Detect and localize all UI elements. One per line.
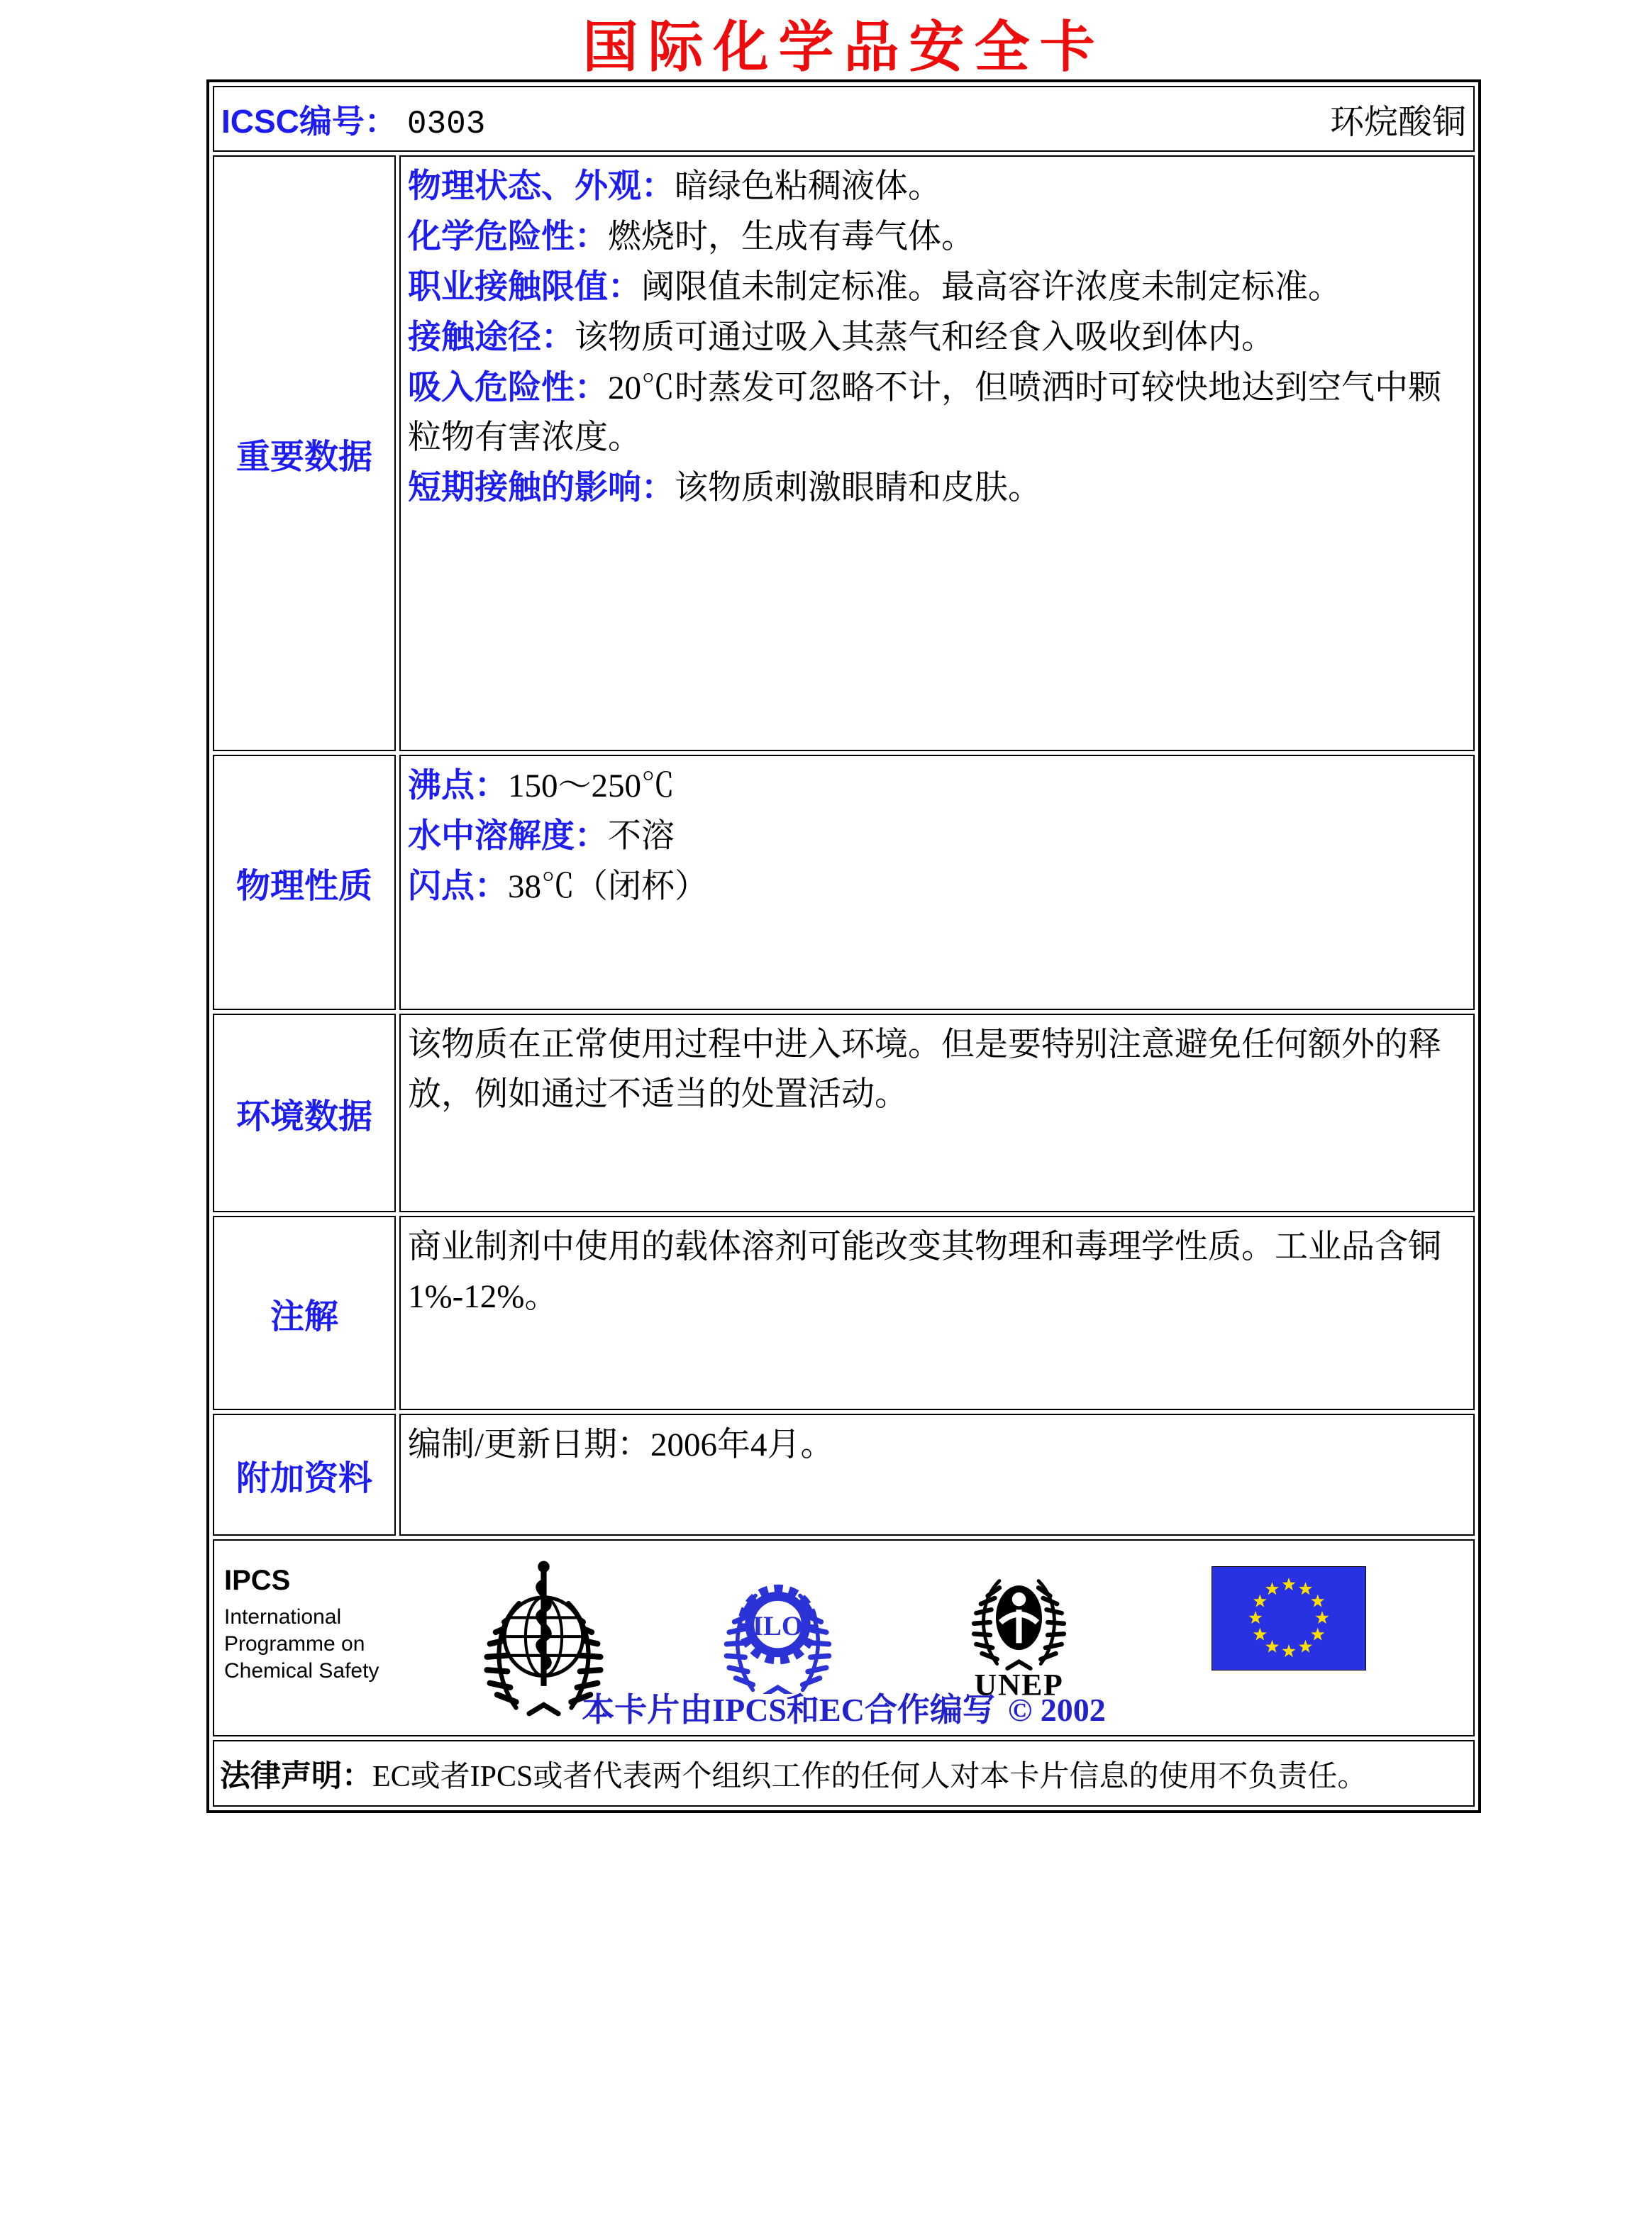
- page-title: 国际化学品安全卡: [582, 15, 1105, 79]
- data-item: 水中溶解度：不溶: [408, 816, 675, 855]
- data-item: 闪点：38℃（闭杯）: [408, 867, 708, 905]
- data-item: 商业制剂中使用的载体溶剂可能改变其物理和毒理学性质。工业品含铜1%-12%。: [408, 1229, 1441, 1315]
- icsc-number-label: ICSC编号：: [221, 102, 397, 140]
- environmental-data-row: [213, 1014, 1475, 1212]
- ilo-logo-icon: [712, 1556, 843, 1694]
- svg-text:ILO: ILO: [752, 1610, 804, 1641]
- data-item: 短期接触的影响：该物质刺激眼睛和皮肤。: [408, 468, 1041, 506]
- section-label-notes: 注解: [213, 1216, 396, 1410]
- data-item: 吸入危险性：20℃时蒸发可忽略不计，但喷洒时可较快地达到空气中颗粒物有害浓度。: [408, 368, 1441, 456]
- ipcs-block: IPCS International Programme on Chemical Safety: [224, 1565, 379, 1683]
- copyright: © 2002: [1007, 1692, 1106, 1728]
- data-item: 接触途径：该物质可通过吸入其蒸气和经食入吸收到体内。: [408, 318, 1275, 356]
- data-item: 化学危险性：燃烧时，生成有毒气体。: [408, 217, 975, 255]
- header-row: [213, 86, 1475, 152]
- legal-row: [213, 1740, 1475, 1807]
- section-label-environmental-data: 环境数据: [213, 1014, 396, 1212]
- physical-properties-content: [399, 755, 1475, 1010]
- section-label-additional-info: 附加资料: [213, 1414, 396, 1536]
- cooperation-caption: 本卡片由IPCS和EC合作编写 © 2002: [582, 1692, 1106, 1728]
- data-item: 职业接触限值：阈限值未制定标准。最高容许浓度未制定标准。: [408, 267, 1341, 306]
- icsc-number-value: 0303: [406, 105, 486, 143]
- physical-properties-row: [213, 755, 1475, 1010]
- data-item: 物理状态、外观：暗绿色粘稠液体。: [408, 167, 941, 205]
- logos-row: [213, 1539, 1475, 1736]
- additional-info-content: [399, 1414, 1475, 1536]
- section-label-important-data: 重要数据: [213, 155, 396, 751]
- ipcs-title: IPCS: [224, 1565, 291, 1596]
- svg-text:UNEP: UNEP: [974, 1668, 1064, 1700]
- additional-info-row: [213, 1414, 1475, 1536]
- environmental-data-content: [399, 1014, 1475, 1212]
- icsc-table: [206, 79, 1481, 1813]
- data-item: 沸点：150～250℃: [408, 766, 675, 804]
- legal-notice-text: EC或者IPCS或者代表两个组织工作的任何人对本卡片信息的使用不负责任。: [372, 1760, 1368, 1793]
- data-item: 该物质在正常使用过程中进入环境。但是要特别注意避免任何额外的释放，例如通过不适当的处置活动。: [408, 1026, 1441, 1113]
- important-data-row: [213, 155, 1475, 751]
- section-label-physical-properties: 物理性质: [213, 755, 396, 1010]
- notes-row: [213, 1216, 1475, 1410]
- legal-notice-label: 法律声明：: [220, 1758, 372, 1793]
- notes-content: [399, 1216, 1475, 1410]
- unep-logo-icon: [960, 1552, 1077, 1700]
- chemical-name: 环烷酸铜: [1329, 104, 1466, 141]
- icsc-number-group: [221, 96, 485, 143]
- data-item: 编制/更新日期：2006年4月。: [408, 1426, 834, 1463]
- eu-flag-icon: [1212, 1566, 1366, 1670]
- important-data-content: [399, 155, 1475, 751]
